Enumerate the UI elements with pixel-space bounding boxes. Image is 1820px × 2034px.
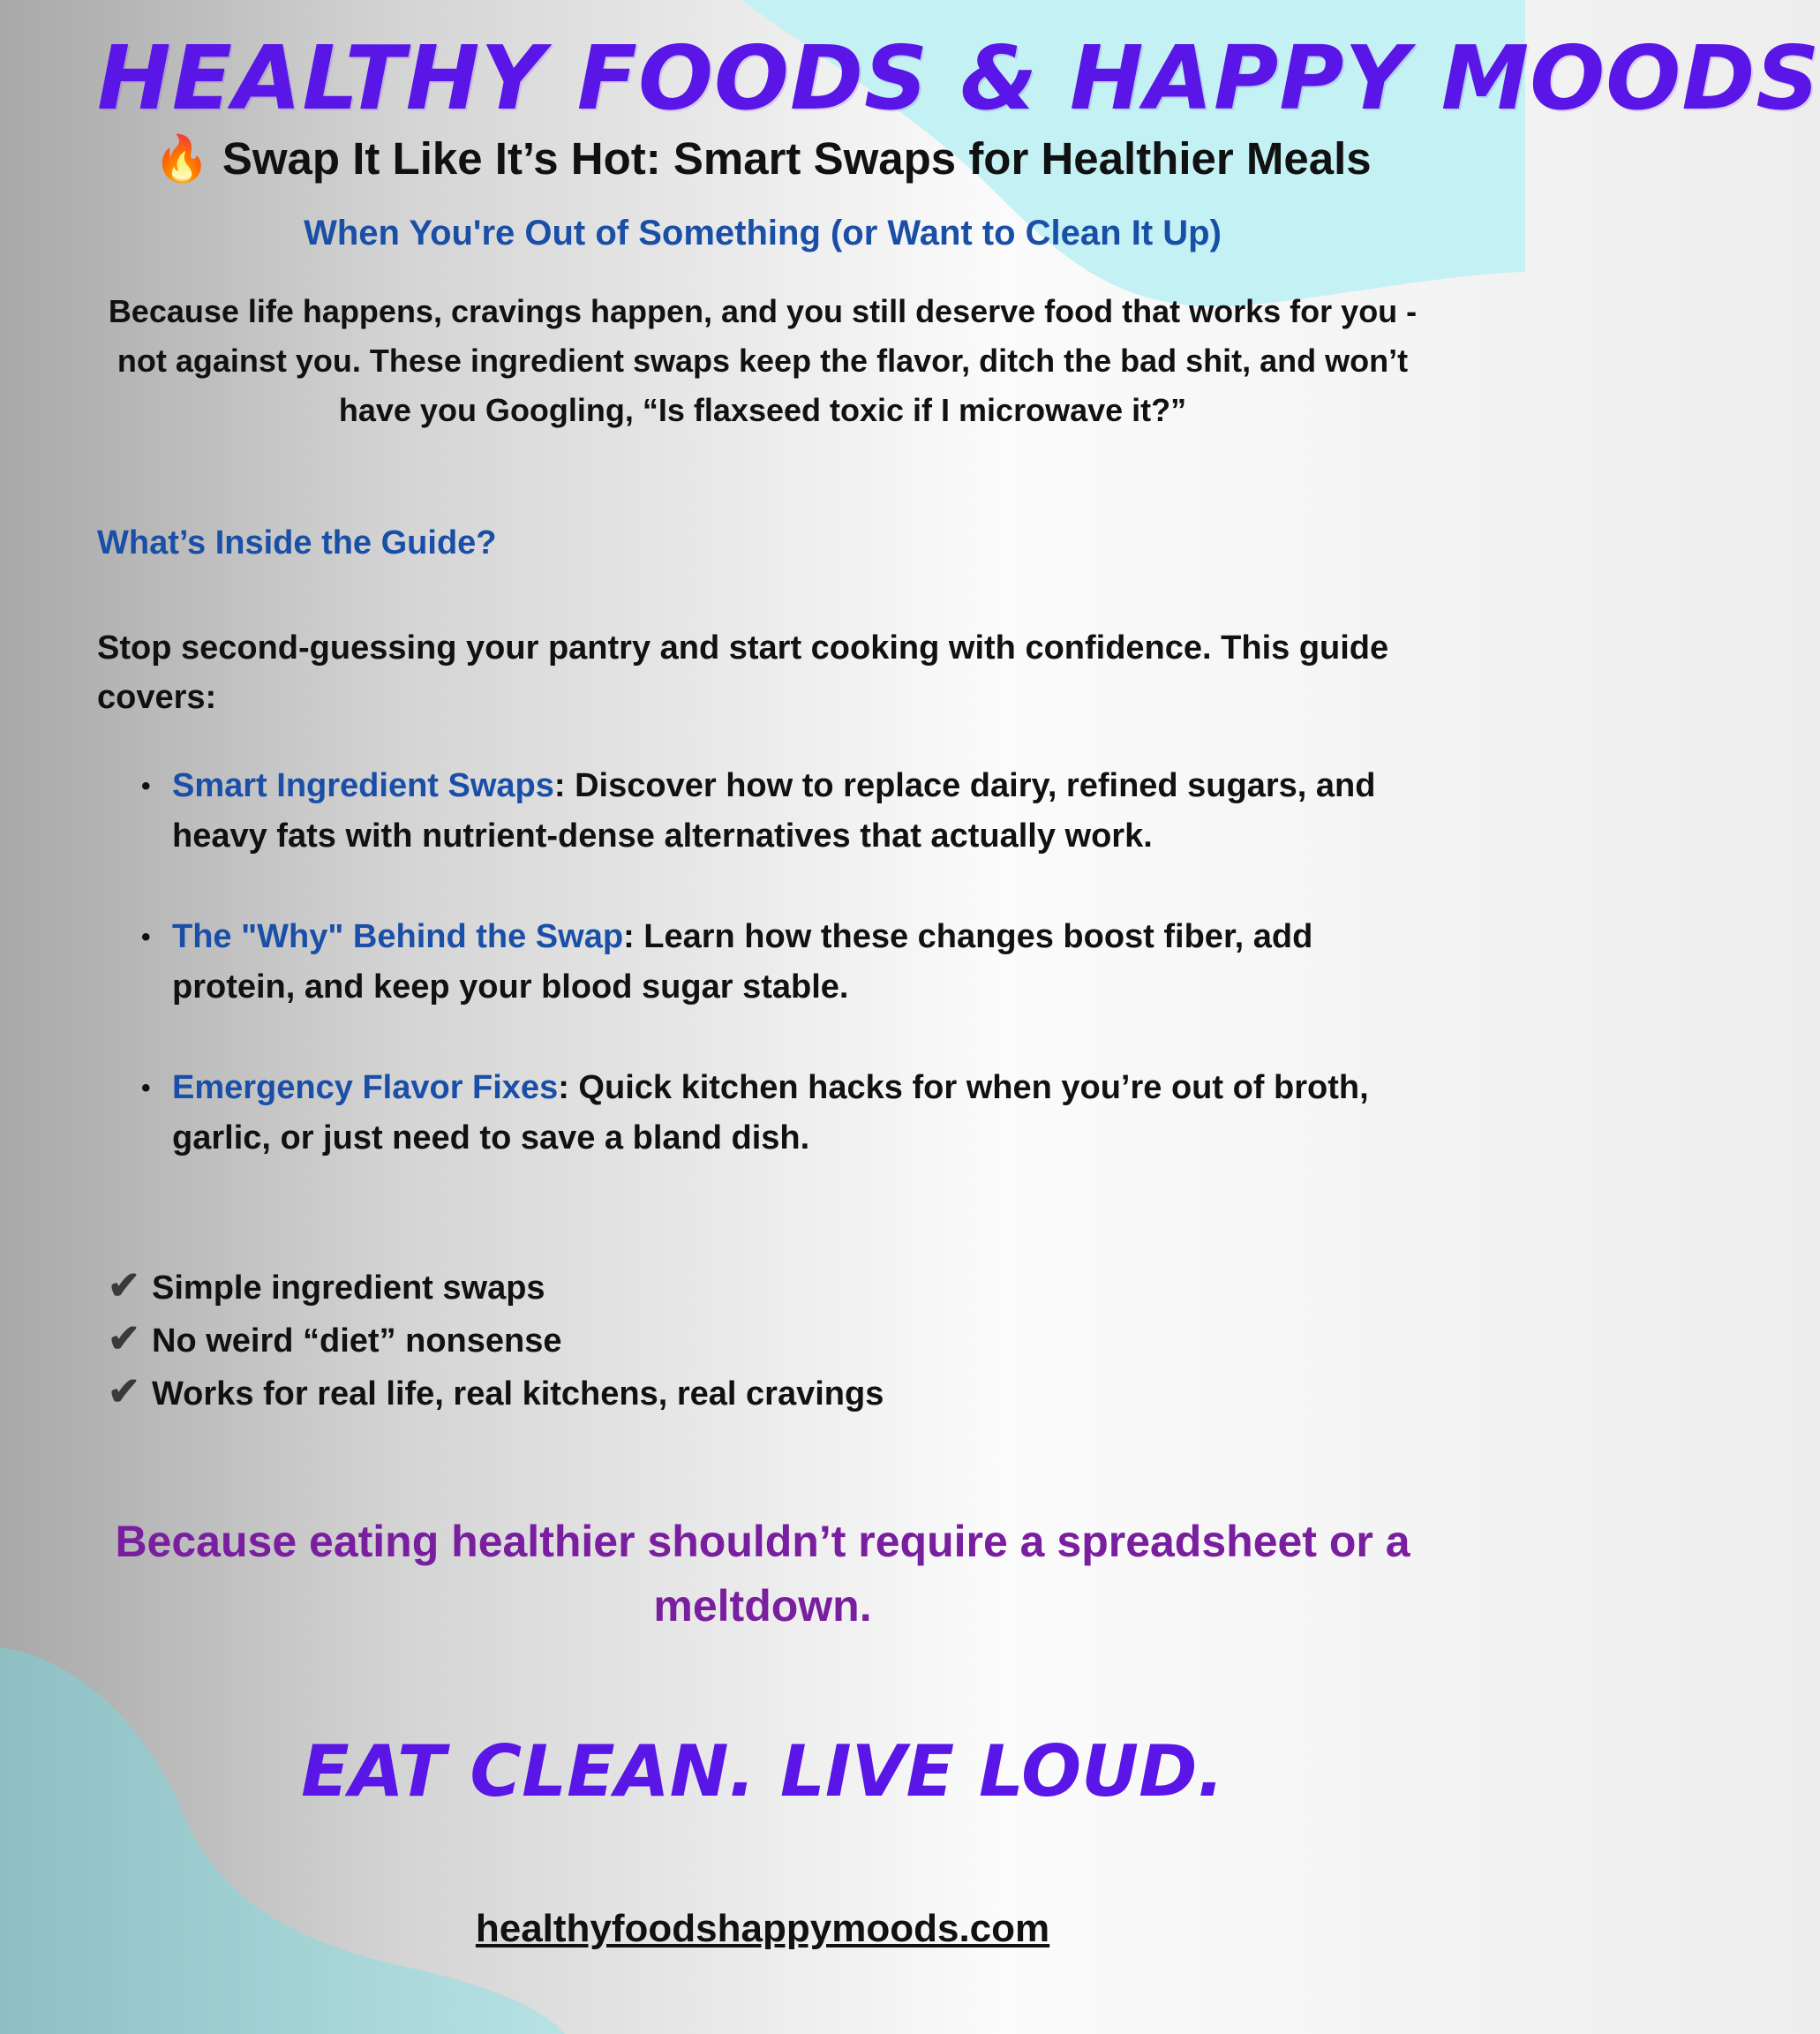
feature-term: Smart Ingredient Swaps [172,767,554,804]
checklist-item [108,1314,884,1367]
checklist-item [108,1367,884,1420]
bullet-icon: • [141,1074,151,1103]
headline [0,132,1525,185]
checklist-item [108,1261,884,1314]
guide-lead: Stop second-guessing your pantry and start cooking with confidence. This guide covers: [97,629,1389,716]
feature-term: Emergency Flavor Fixes [172,1069,559,1106]
checkmark-icon: ✔ [108,1370,140,1413]
brand-title: HEALTHY FOODS & HAPPY MOODS [97,26,1820,130]
feature-item [141,912,1421,1013]
feature-description: : Discover how to replace dairy, refined sugars, and heavy fats with nutrient-dense alternatives that actually work. [172,767,1376,855]
flame-icon: 🔥 [154,133,210,184]
feature-description: : Quick kitchen hacks for when you’re out of broth, garlic, or just need to save a bland dish. [172,1069,1369,1156]
bullet-icon: • [141,923,151,952]
subheadline: When You're Out of Something (or Want to Clean It Up) [304,214,1222,252]
checkmark-icon: ✔ [108,1317,140,1360]
feature-description: : Learn how these changes boost fiber, add protein, and keep your blood sugar stable. [172,918,1313,1006]
website-link[interactable]: healthyfoodshappymoods.com [475,1907,1050,1950]
feature-list [141,761,1421,1214]
bullet-icon: • [141,772,151,801]
slogan: EAT CLEAN. LIVE LOUD. [301,1730,1224,1812]
headline-text: Swap It Like It’s Hot: Smart Swaps for Healthier Meals [222,133,1372,184]
feature-item [141,1063,1421,1164]
benefits-checklist [108,1261,884,1420]
checkmark-icon: ✔ [108,1264,140,1307]
checklist-text: No weird “diet” nonsense [152,1322,562,1360]
feature-item [141,761,1421,862]
checklist-text: Simple ingredient swaps [152,1269,545,1307]
feature-term: The "Why" Behind the Swap [172,918,624,955]
intro-paragraph: Because life happens, cravings happen, and you still deserve food that works for you - not against you. These ingredient swaps keep the flavor, ditch the bad shit, and won’t have you Googling, “Is flaxseed toxic if I microwave it?” [108,293,1418,428]
tagline: Because eating healthier shouldn’t require a spreadsheet or a meltdown. [115,1517,1410,1631]
checklist-text: Works for real life, real kitchens, real cravings [152,1375,884,1412]
guide-heading: What’s Inside the Guide? [97,524,497,561]
